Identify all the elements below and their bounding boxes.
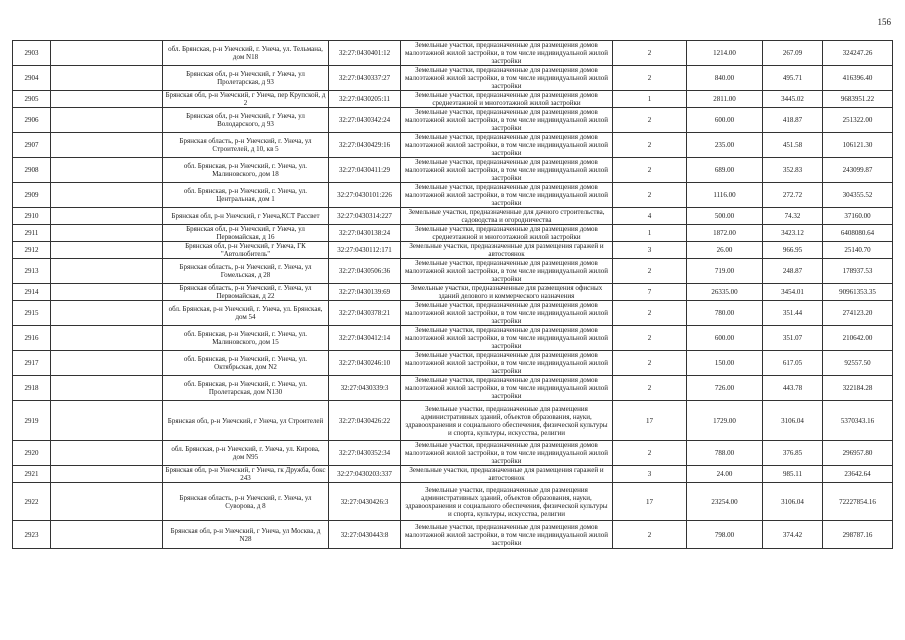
cadastral-value-cell: 296957.80 <box>823 441 893 466</box>
row-number-cell: 2918 <box>13 376 51 401</box>
cadastral-number-cell: 32:27:0430342:24 <box>329 108 401 133</box>
cadastral-number-cell: 32:27:0430112:171 <box>329 242 401 259</box>
row-number-cell: 2920 <box>13 441 51 466</box>
land-use-cell: Земельные участки, предназначенные для размещения домов малоэтажной жилой застройки, в том числе индивидуальной жилой застройки <box>401 66 613 91</box>
table-row <box>13 483 893 521</box>
page-number: 156 <box>877 17 891 27</box>
row-number-cell: 2916 <box>13 326 51 351</box>
address-cell: Брянская обл, р-н Унечский, г Унеча, гк Дружба, бокс 243 <box>163 466 329 483</box>
table-row <box>13 284 893 301</box>
row-number-cell: 2917 <box>13 351 51 376</box>
table-row <box>13 66 893 91</box>
address-cell: обл. Брянская, р-н Унечский, г. Унеча, ул. Центральная, дом 1 <box>163 183 329 208</box>
cadastral-number-cell: 32:27:0430337:27 <box>329 66 401 91</box>
area-cell: 2811.00 <box>687 91 763 108</box>
table-row <box>13 133 893 158</box>
unit-value-cell: 3106.04 <box>763 401 823 441</box>
cadastral-value-cell: 324247.26 <box>823 41 893 66</box>
address-cell: Брянская обл, р-н Унечский, г Унеча,КСТ Рассвет <box>163 208 329 225</box>
row-number-cell: 2909 <box>13 183 51 208</box>
table-row <box>13 158 893 183</box>
address-cell: обл. Брянская, р-н Унечский, г. Унеча, ул. Тельмана, дом N18 <box>163 41 329 66</box>
empty-cell <box>51 108 163 133</box>
address-cell: Брянская обл, р-н Унечский, г Унеча, пер Крупской, д 2 <box>163 91 329 108</box>
area-cell: 1729.00 <box>687 401 763 441</box>
empty-cell <box>51 466 163 483</box>
empty-cell <box>51 208 163 225</box>
address-cell: Брянская обл, р-н Унечский, г Унеча, ул Строителей <box>163 401 329 441</box>
use-group-code-cell: 2 <box>613 259 687 284</box>
cadastral-number-cell: 32:27:0430506:36 <box>329 259 401 284</box>
unit-value-cell: 985.11 <box>763 466 823 483</box>
unit-value-cell: 272.72 <box>763 183 823 208</box>
cadastral-value-cell: 178937.53 <box>823 259 893 284</box>
empty-cell <box>51 401 163 441</box>
empty-cell <box>51 183 163 208</box>
use-group-code-cell: 7 <box>613 284 687 301</box>
unit-value-cell: 617.05 <box>763 351 823 376</box>
use-group-code-cell: 2 <box>613 108 687 133</box>
land-use-cell: Земельные участки, предназначенные для дачного строительства, садоводства и огородничества <box>401 208 613 225</box>
cadastral-value-cell: 25140.70 <box>823 242 893 259</box>
land-use-cell: Земельные участки, предназначенные для размещения административных зданий, объектов образования, науки, здравоохранения и социального обеспечения, физической культуры и спорта, культуры, искусства, религии <box>401 401 613 441</box>
cadastral-value-cell: 23642.64 <box>823 466 893 483</box>
row-number-cell: 2904 <box>13 66 51 91</box>
cadastral-value-cell: 416396.40 <box>823 66 893 91</box>
land-use-cell: Земельные участки, предназначенные для размещения домов малоэтажной жилой застройки, в том числе индивидуальной жилой застройки <box>401 301 613 326</box>
address-cell: Брянская обл, р-н Унечский, г Унеча, ул Пролетарская, д 93 <box>163 66 329 91</box>
unit-value-cell: 352.83 <box>763 158 823 183</box>
land-use-cell: Земельные участки, предназначенные для размещения домов малоэтажной жилой застройки, в том числе индивидуальной жилой застройки <box>401 158 613 183</box>
cadastral-number-cell: 32:27:0430314:227 <box>329 208 401 225</box>
use-group-code-cell: 2 <box>613 521 687 549</box>
empty-cell <box>51 521 163 549</box>
empty-cell <box>51 441 163 466</box>
land-use-cell: Земельные участки, предназначенные для размещения домов малоэтажной жилой застройки, в том числе индивидуальной жилой застройки <box>401 108 613 133</box>
row-number-cell: 2921 <box>13 466 51 483</box>
empty-cell <box>51 259 163 284</box>
unit-value-cell: 451.58 <box>763 133 823 158</box>
area-cell: 600.00 <box>687 108 763 133</box>
address-cell: обл. Брянская, р-н Унечский, г. Унеча, ул. Малиновского, дом 18 <box>163 158 329 183</box>
table-row <box>13 521 893 549</box>
area-cell: 726.00 <box>687 376 763 401</box>
address-cell: Брянская обл, р-н Унечский, г Унеча, ул Первомайская, д 16 <box>163 225 329 242</box>
land-use-cell: Земельные участки, предназначенные для размещения домов малоэтажной жилой застройки, в том числе индивидуальной жилой застройки <box>401 521 613 549</box>
address-cell: Брянская область, р-н Унечский, г. Унеча, ул Гомельская, д 28 <box>163 259 329 284</box>
row-number-cell: 2903 <box>13 41 51 66</box>
cadastral-value-cell: 251322.00 <box>823 108 893 133</box>
area-cell: 1116.00 <box>687 183 763 208</box>
unit-value-cell: 248.87 <box>763 259 823 284</box>
use-group-code-cell: 2 <box>613 326 687 351</box>
row-number-cell: 2922 <box>13 483 51 521</box>
use-group-code-cell: 2 <box>613 441 687 466</box>
cadastral-number-cell: 32:27:0430426:3 <box>329 483 401 521</box>
cadastral-value-cell: 9683951.22 <box>823 91 893 108</box>
unit-value-cell: 351.07 <box>763 326 823 351</box>
address-cell: обл. Брянская, р-н Унечский, г. Унеча, ул. Октябрьская, дом N2 <box>163 351 329 376</box>
area-cell: 235.00 <box>687 133 763 158</box>
row-number-cell: 2913 <box>13 259 51 284</box>
address-cell: обл. Брянская, р-н Унечский, г. Унеча, ул. Малиновского, дом 15 <box>163 326 329 351</box>
unit-value-cell: 74.32 <box>763 208 823 225</box>
cadastral-number-cell: 32:27:0430246:10 <box>329 351 401 376</box>
land-use-cell: Земельные участки, предназначенные для размещения гаражей и автостоянок <box>401 242 613 259</box>
empty-cell <box>51 376 163 401</box>
table-row <box>13 259 893 284</box>
cadastral-number-cell: 32:27:0430401:12 <box>329 41 401 66</box>
area-cell: 600.00 <box>687 326 763 351</box>
cadastral-value-cell: 210642.00 <box>823 326 893 351</box>
address-cell: Брянская обл, р-н Унечский, г Унеча, ул Володарского, д 93 <box>163 108 329 133</box>
cadastral-number-cell: 32:27:0430412:14 <box>329 326 401 351</box>
address-cell: Брянская обл, р-н Унечский, г Унеча, ул Моcква, д N28 <box>163 521 329 549</box>
use-group-code-cell: 2 <box>613 301 687 326</box>
land-use-cell: Земельные участки, предназначенные для размещения домов среднеэтажной и многоэтажной жилой застройки <box>401 225 613 242</box>
use-group-code-cell: 3 <box>613 242 687 259</box>
cadastral-value-cell: 322184.28 <box>823 376 893 401</box>
row-number-cell: 2908 <box>13 158 51 183</box>
cadastral-number-cell: 32:27:0430138:24 <box>329 225 401 242</box>
unit-value-cell: 443.78 <box>763 376 823 401</box>
empty-cell <box>51 326 163 351</box>
row-number-cell: 2907 <box>13 133 51 158</box>
area-cell: 150.00 <box>687 351 763 376</box>
land-use-cell: Земельные участки, предназначенные для размещения домов малоэтажной жилой застройки, в том числе индивидуальной жилой застройки <box>401 376 613 401</box>
table-row <box>13 225 893 242</box>
empty-cell <box>51 225 163 242</box>
row-number-cell: 2911 <box>13 225 51 242</box>
row-number-cell: 2914 <box>13 284 51 301</box>
table-row <box>13 326 893 351</box>
table-row <box>13 91 893 108</box>
cadastral-value-cell: 304355.52 <box>823 183 893 208</box>
cadastral-value-cell: 90961353.35 <box>823 284 893 301</box>
use-group-code-cell: 4 <box>613 208 687 225</box>
cadastral-value-cell: 72227854.16 <box>823 483 893 521</box>
empty-cell <box>51 284 163 301</box>
cadastral-value-cell: 6408080.64 <box>823 225 893 242</box>
address-cell: Брянская область, р-н Унечский, г. Унеча, ул Строителей, д 10, кв 5 <box>163 133 329 158</box>
unit-value-cell: 3106.04 <box>763 483 823 521</box>
table-row <box>13 183 893 208</box>
area-cell: 1214.00 <box>687 41 763 66</box>
cadastral-number-cell: 32:27:0430101:226 <box>329 183 401 208</box>
area-cell: 788.00 <box>687 441 763 466</box>
use-group-code-cell: 1 <box>613 91 687 108</box>
empty-cell <box>51 301 163 326</box>
unit-value-cell: 351.44 <box>763 301 823 326</box>
address-cell: обл. Брянская, р-н Унечский, г. Унеча, ул. Пролетарская, дом N130 <box>163 376 329 401</box>
address-cell: обл. Брянская, р-н Унечский, г. Унеча, ул. Кирова, дом N95 <box>163 441 329 466</box>
land-use-cell: Земельные участки, предназначенные для размещения гаражей и автостоянок <box>401 466 613 483</box>
area-cell: 1872.00 <box>687 225 763 242</box>
cadastral-number-cell: 32:27:0430443:8 <box>329 521 401 549</box>
table-row <box>13 376 893 401</box>
unit-value-cell: 966.95 <box>763 242 823 259</box>
cadastral-number-cell: 32:27:0430205:11 <box>329 91 401 108</box>
empty-cell <box>51 41 163 66</box>
cadastral-value-cell: 106121.30 <box>823 133 893 158</box>
table-row <box>13 301 893 326</box>
unit-value-cell: 3454.01 <box>763 284 823 301</box>
cadastral-number-cell: 32:27:0430339:3 <box>329 376 401 401</box>
land-use-cell: Земельные участки, предназначенные для размещения домов малоэтажной жилой застройки, в том числе индивидуальной жилой застройки <box>401 41 613 66</box>
land-use-cell: Земельные участки, предназначенные для размещения офисных зданий делового и коммерческого назначения <box>401 284 613 301</box>
use-group-code-cell: 3 <box>613 466 687 483</box>
empty-cell <box>51 133 163 158</box>
row-number-cell: 2910 <box>13 208 51 225</box>
use-group-code-cell: 17 <box>613 483 687 521</box>
cadastral-value-cell: 92557.50 <box>823 351 893 376</box>
cadastral-value-cell: 243099.87 <box>823 158 893 183</box>
use-group-code-cell: 17 <box>613 401 687 441</box>
empty-cell <box>51 351 163 376</box>
row-number-cell: 2915 <box>13 301 51 326</box>
unit-value-cell: 374.42 <box>763 521 823 549</box>
address-cell: Брянская область, р-н Унечский, г. Унеча, ул Суворова, д 8 <box>163 483 329 521</box>
land-use-cell: Земельные участки, предназначенные для размещения домов малоэтажной жилой застройки, в том числе индивидуальной жилой застройки <box>401 133 613 158</box>
cadastral-value-cell: 298787.16 <box>823 521 893 549</box>
area-cell: 24.00 <box>687 466 763 483</box>
use-group-code-cell: 2 <box>613 183 687 208</box>
address-cell: обл. Брянская, р-н Унечский, г. Унеча, ул. Брянская, дом 54 <box>163 301 329 326</box>
cadastral-value-cell: 274123.20 <box>823 301 893 326</box>
use-group-code-cell: 2 <box>613 66 687 91</box>
row-number-cell: 2905 <box>13 91 51 108</box>
table-row <box>13 466 893 483</box>
land-use-cell: Земельные участки, предназначенные для размещения домов малоэтажной жилой застройки, в том числе индивидуальной жилой застройки <box>401 326 613 351</box>
cadastral-number-cell: 32:27:0430352:34 <box>329 441 401 466</box>
use-group-code-cell: 2 <box>613 376 687 401</box>
table-row <box>13 41 893 66</box>
cadastral-number-cell: 32:27:0430429:16 <box>329 133 401 158</box>
cadastral-number-cell: 32:27:0430411:29 <box>329 158 401 183</box>
land-use-cell: Земельные участки, предназначенные для размещения административных зданий, объектов образования, науки, здравоохранения и социального обеспечения, физической культуры и спорта, культуры, искусства, религии <box>401 483 613 521</box>
row-number-cell: 2912 <box>13 242 51 259</box>
unit-value-cell: 495.71 <box>763 66 823 91</box>
unit-value-cell: 3445.02 <box>763 91 823 108</box>
empty-cell <box>51 91 163 108</box>
cadastral-value-cell: 37160.00 <box>823 208 893 225</box>
land-use-cell: Земельные участки, предназначенные для размещения домов малоэтажной жилой застройки, в том числе индивидуальной жилой застройки <box>401 183 613 208</box>
row-number-cell: 2923 <box>13 521 51 549</box>
area-cell: 26335.00 <box>687 284 763 301</box>
address-cell: Брянская обл, р-н Унечский, г Унеча, ГК "Автолюбитель" <box>163 242 329 259</box>
area-cell: 23254.00 <box>687 483 763 521</box>
row-number-cell: 2919 <box>13 401 51 441</box>
table-row <box>13 401 893 441</box>
land-registry-table <box>12 40 893 549</box>
area-cell: 798.00 <box>687 521 763 549</box>
land-use-cell: Земельные участки, предназначенные для размещения домов среднеэтажной и многоэтажной жилой застройки <box>401 91 613 108</box>
land-use-cell: Земельные участки, предназначенные для размещения домов малоэтажной жилой застройки, в том числе индивидуальной жилой застройки <box>401 441 613 466</box>
area-cell: 26.00 <box>687 242 763 259</box>
table-row <box>13 208 893 225</box>
cadastral-number-cell: 32:27:0430426:22 <box>329 401 401 441</box>
area-cell: 500.00 <box>687 208 763 225</box>
area-cell: 689.00 <box>687 158 763 183</box>
table-row <box>13 441 893 466</box>
unit-value-cell: 3423.12 <box>763 225 823 242</box>
unit-value-cell: 418.87 <box>763 108 823 133</box>
cadastral-number-cell: 32:27:0430203:337 <box>329 466 401 483</box>
table-body <box>13 41 893 549</box>
area-cell: 840.00 <box>687 66 763 91</box>
use-group-code-cell: 2 <box>613 133 687 158</box>
empty-cell <box>51 66 163 91</box>
area-cell: 719.00 <box>687 259 763 284</box>
row-number-cell: 2906 <box>13 108 51 133</box>
empty-cell <box>51 483 163 521</box>
use-group-code-cell: 1 <box>613 225 687 242</box>
empty-cell <box>51 242 163 259</box>
cadastral-number-cell: 32:27:0430139:69 <box>329 284 401 301</box>
unit-value-cell: 267.09 <box>763 41 823 66</box>
empty-cell <box>51 158 163 183</box>
unit-value-cell: 376.85 <box>763 441 823 466</box>
use-group-code-cell: 2 <box>613 158 687 183</box>
use-group-code-cell: 2 <box>613 351 687 376</box>
table-row <box>13 108 893 133</box>
use-group-code-cell: 2 <box>613 41 687 66</box>
address-cell: Брянская область, р-н Унечский, г. Унеча, ул Первомайская, д 22 <box>163 284 329 301</box>
table-row <box>13 351 893 376</box>
land-use-cell: Земельные участки, предназначенные для размещения домов малоэтажной жилой застройки, в том числе индивидуальной жилой застройки <box>401 259 613 284</box>
area-cell: 780.00 <box>687 301 763 326</box>
table-row <box>13 242 893 259</box>
cadastral-value-cell: 5370343.16 <box>823 401 893 441</box>
land-use-cell: Земельные участки, предназначенные для размещения домов малоэтажной жилой застройки, в том числе индивидуальной жилой застройки <box>401 351 613 376</box>
cadastral-number-cell: 32:27:0430378:21 <box>329 301 401 326</box>
